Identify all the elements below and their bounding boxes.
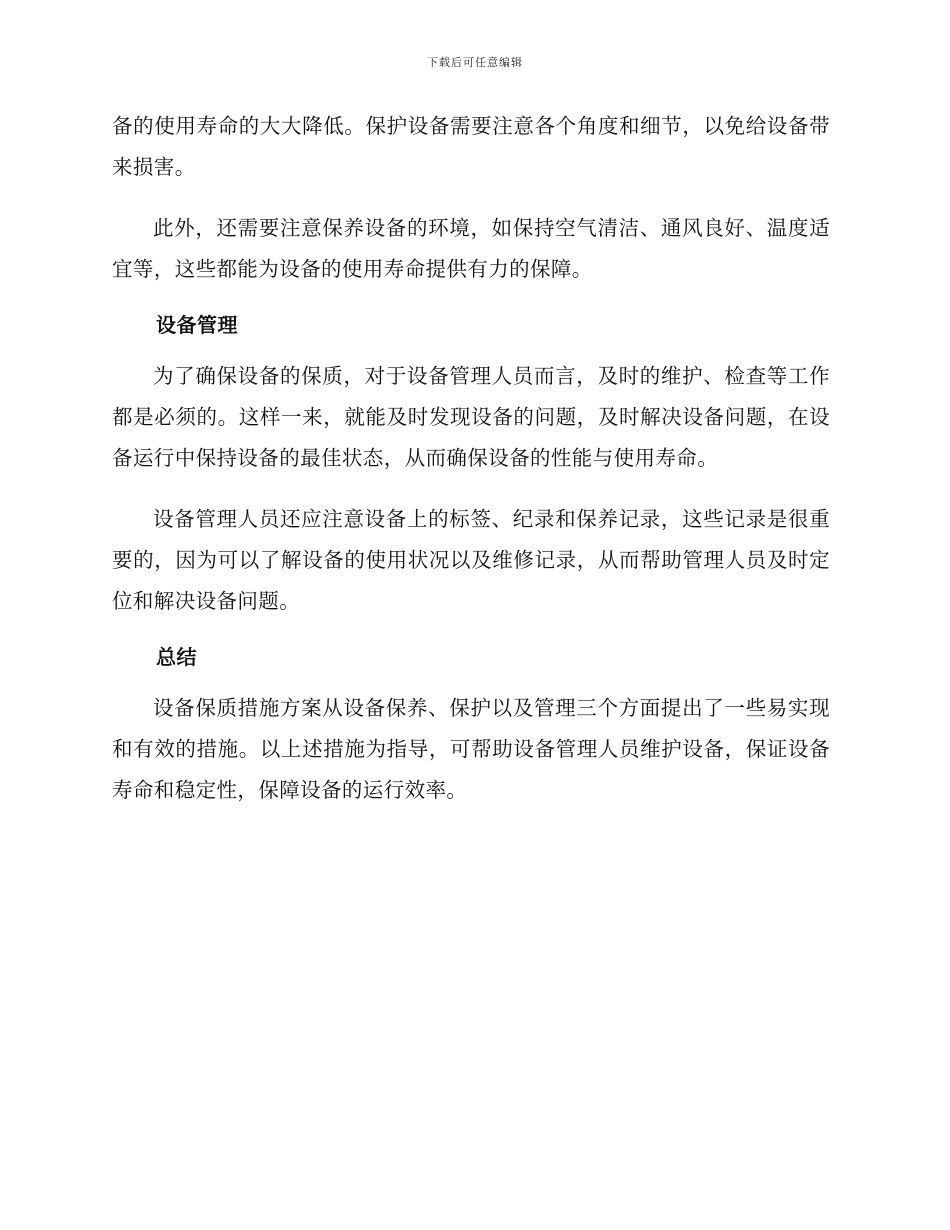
page-header: 下载后可任意编辑 [427, 56, 523, 69]
paragraph-environment: 此外，还需要注意保养设备的环境，如保持空气清洁、通风良好、温度适宜等，这些都能为设备的使用寿命提供有力的保障。 [112, 216, 830, 281]
section-heading-summary: 总结 [156, 645, 197, 669]
paragraph-continuation: 备的使用寿命的大大降低。保护设备需要注意各个角度和细节，以免给设备带来损害。 [112, 114, 830, 179]
paragraph-management-maintenance: 为了确保设备的保质，对于设备管理人员而言，及时的维护、检查等工作都是必须的。这样一来，就能及时发现设备的问题，及时解决设备问题，在设备运行中保持设备的最佳状态，从而确保设备的性能与使用寿命。 [112, 364, 830, 470]
paragraph-summary: 设备保质措施方案从设备保养、保护以及管理三个方面提出了一些易实现和有效的措施。以上述措施为指导，可帮助设备管理人员维护设备，保证设备寿命和稳定性，保障设备的运行效率。 [112, 696, 830, 802]
section-heading-management: 设备管理 [156, 313, 238, 337]
document-body [112, 106, 830, 831]
paragraph-management-records: 设备管理人员还应注意设备上的标签、纪录和保养记录，这些记录是很重要的，因为可以了解设备的使用状况以及维修记录，从而帮助管理人员及时定位和解决设备问题。 [112, 507, 830, 613]
